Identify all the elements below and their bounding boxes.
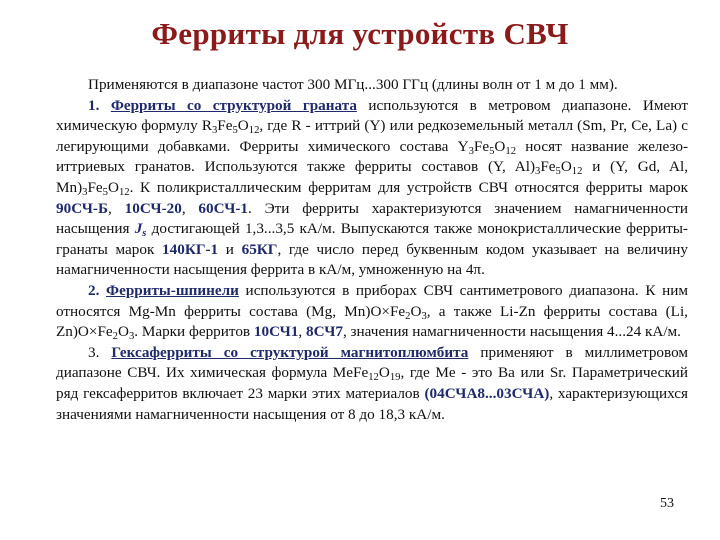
grade-range-04scha8-03scha: (04СЧА8...03СЧА) xyxy=(424,384,550,402)
text-run: , характеризующихся значениями намагниченности насыщения от 8 до 18,3 кА/м. xyxy=(56,384,688,423)
subscript: 5 xyxy=(102,186,108,198)
grade-90sch-b: 90СЧ-Б xyxy=(56,199,109,217)
slide-body xyxy=(56,75,688,425)
grade-8sch7: 8СЧ7 xyxy=(306,323,343,341)
paragraph-intro xyxy=(56,75,688,96)
symbol-j: J xyxy=(134,220,143,238)
item-number: 1. xyxy=(88,96,111,114)
text-run: используются в приборах СВЧ сантиметрового диапазона. К ним относятся Mg-Mn ферриты состава (Mg, Mn)O×Fe xyxy=(56,281,688,320)
text-run: Fe xyxy=(87,178,103,196)
grade-140kg-1: 140КГ-1 xyxy=(162,240,219,258)
subscript: 3 xyxy=(468,145,474,157)
text-run: , а также Li-Zn ферриты состава (Li, Zn)O×Fe xyxy=(56,302,688,341)
text-run: и (Y, Gd, Al, Mn) xyxy=(56,158,689,196)
text-run: . К поликристаллическим ферритам для устройств СВЧ относятся ферриты марок xyxy=(129,178,688,196)
item-number: 2. xyxy=(88,281,107,299)
grade-60sch-1: 60СЧ-1 xyxy=(198,199,248,217)
subscript: 3 xyxy=(421,310,427,322)
text-run: используются в метровом диапазоне. Имеют химическую формулу R xyxy=(56,96,689,135)
text-run: Fe xyxy=(473,137,490,155)
subscript: s xyxy=(142,228,147,240)
text-run: . Эти ферриты характеризуются значением намагниченности насыщения xyxy=(56,199,689,238)
subscript: 3 xyxy=(82,186,88,198)
text-run: , xyxy=(108,199,125,217)
subscript: 2 xyxy=(112,331,118,343)
section-heading-garnets: Ферриты со структурой граната xyxy=(110,96,357,114)
subscript: 12 xyxy=(571,166,583,178)
subscript: 12 xyxy=(368,372,379,384)
text-run: достигающей 1,3...3,5 кА/м. Выпускаются также монокристаллические ферриты-гранаты марок xyxy=(56,220,688,258)
text-run: O xyxy=(117,323,129,341)
text-run: O xyxy=(494,137,506,155)
subscript: 5 xyxy=(489,145,495,157)
subscript: 12 xyxy=(248,125,260,137)
text-run: O xyxy=(237,117,249,135)
item-number: 3. xyxy=(88,343,112,361)
text-run: , xyxy=(181,199,199,217)
subscript: 19 xyxy=(389,372,401,384)
paragraph-hexaferrites xyxy=(56,343,688,425)
section-heading-hexaferrites: Гексаферриты со структурой магнитоплюмбита xyxy=(111,343,469,361)
subscript: 3 xyxy=(211,125,218,137)
text-run: , xyxy=(298,323,307,341)
intro-text: Применяются в диапазоне частот 300 МГц...300 ГГц (длины волн от 1 м до 1 мм). xyxy=(88,76,618,93)
text-run: и xyxy=(218,240,242,258)
text-run: O xyxy=(107,178,119,196)
text-run: Fe xyxy=(540,158,556,176)
grade-10sch1: 10СЧ1 xyxy=(253,323,299,341)
text-run: O xyxy=(410,302,422,320)
text-run: O xyxy=(378,364,390,382)
page-number: 53 xyxy=(660,496,674,511)
text-run: , где число перед буквенным кодом указывает на величину намагниченности насыщения феррита в кА/м, умноженную на 4π. xyxy=(56,240,688,279)
grade-65kg: 65КГ xyxy=(241,240,278,258)
subscript: 3 xyxy=(535,166,541,178)
subscript: 12 xyxy=(505,145,516,157)
text-run: , где Me - это Ba или Sr. Параметрический ряд гексаферритов включает 23 марки этих материалов xyxy=(56,364,688,402)
text-run: , где R - иттрий (Y) или редкоземельный металл (Sm, Pr, Ce, La) с легирующими добавками. Ферриты химического состава Y xyxy=(56,117,688,155)
text-run: применяют в миллиметровом диапазоне СВЧ. Их химическая формула MeFe xyxy=(56,343,688,382)
text-run: Fe xyxy=(217,117,233,135)
paragraph-garnets xyxy=(56,96,688,281)
section-heading-spinels: Ферриты-шпинели xyxy=(106,281,239,299)
subscript: 3 xyxy=(128,331,135,343)
subscript: 5 xyxy=(555,166,561,178)
text-run: , значения намагниченности насыщения 4...24 кА/м. xyxy=(342,323,681,341)
text-run: O xyxy=(560,158,572,176)
text-run: носят название железо-иттриевых гранатов. Используются также ферриты составов (Y, Al) xyxy=(56,137,689,176)
symbol-js xyxy=(134,220,147,240)
grade-10sch-20: 10СЧ-20 xyxy=(124,199,182,217)
text-run: . Марки ферритов xyxy=(134,323,254,341)
subscript: 2 xyxy=(405,310,411,322)
slide-title: Ферриты для устройств СВЧ xyxy=(151,16,569,51)
paragraph-spinels xyxy=(56,281,688,343)
subscript: 5 xyxy=(232,125,238,137)
subscript: 12 xyxy=(118,186,130,198)
